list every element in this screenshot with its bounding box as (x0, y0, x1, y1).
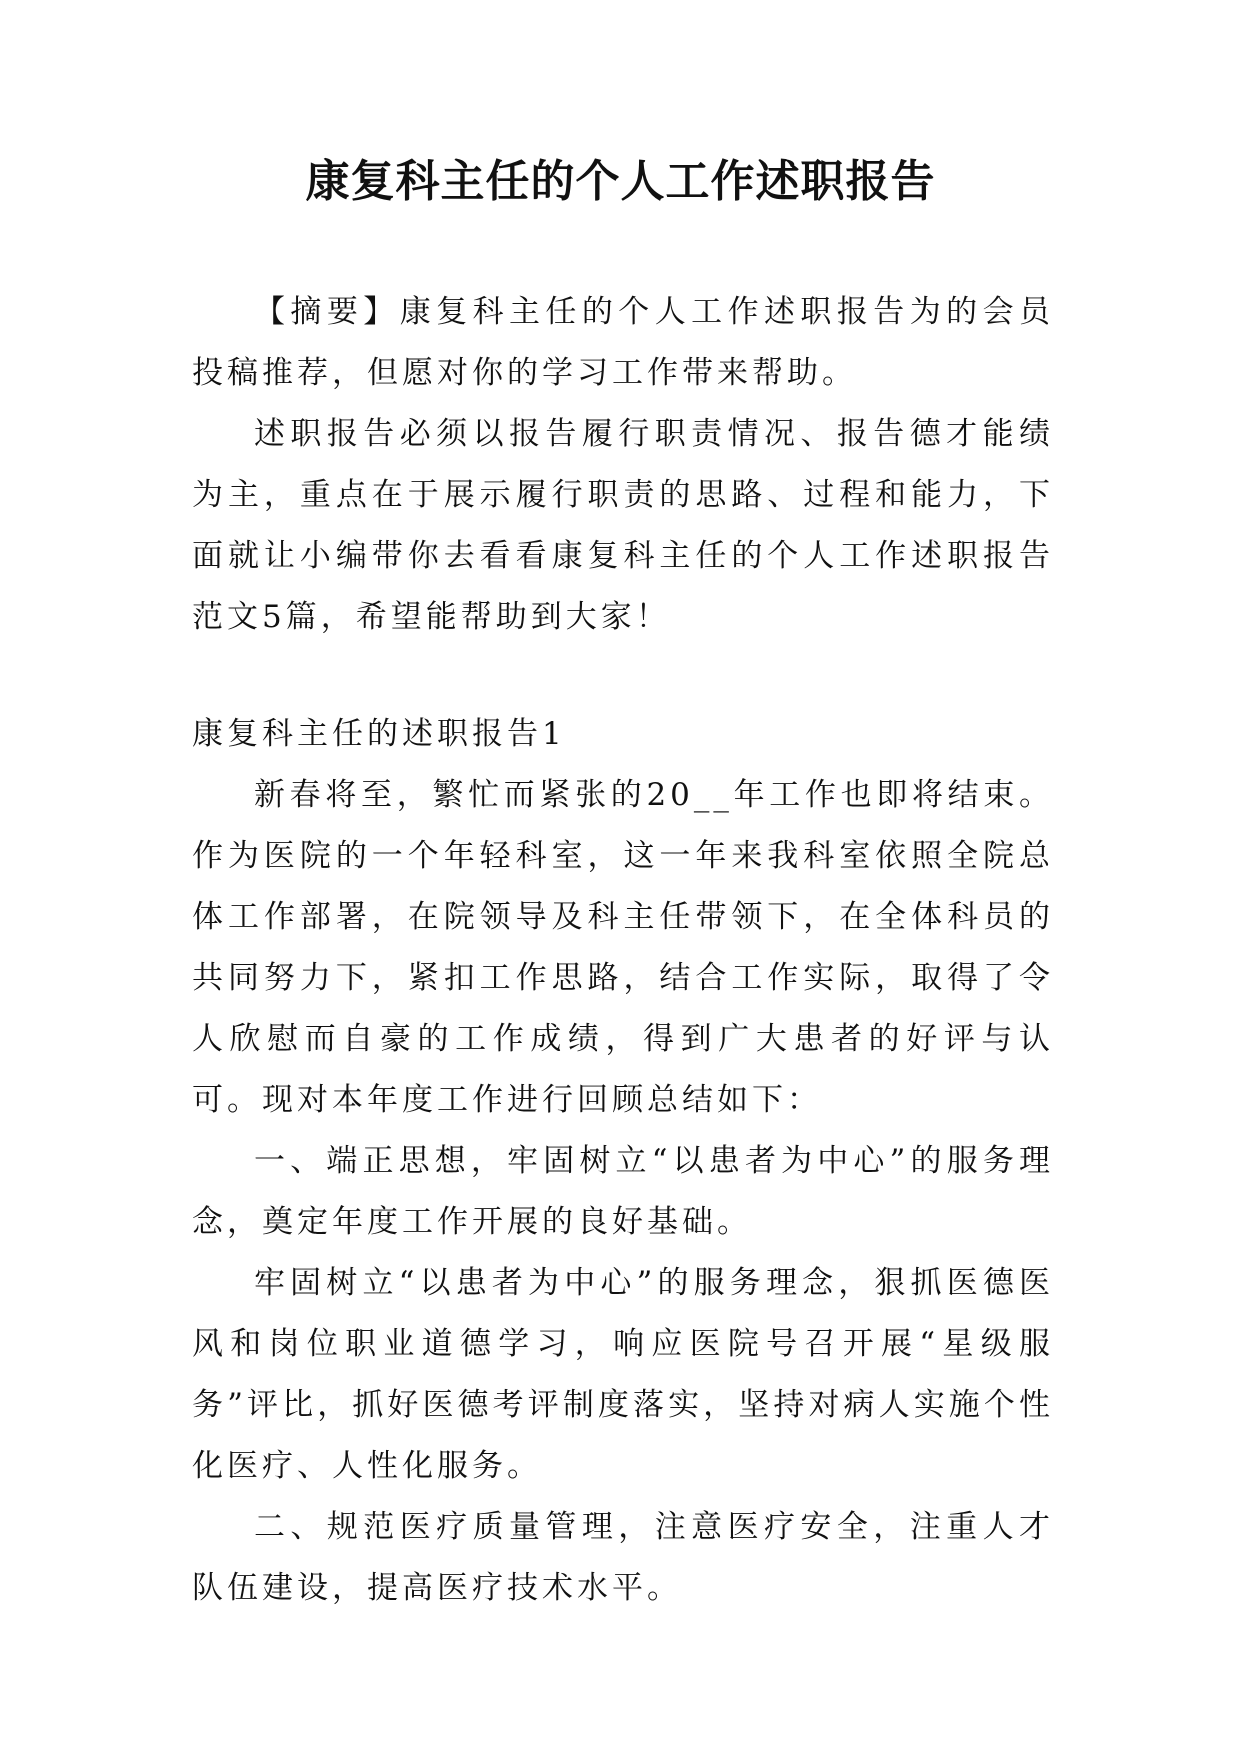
document-title: 康复科主任的个人工作述职报告 (305, 156, 936, 207)
section-heading: 康复科主任的述职报告1 (192, 716, 566, 752)
section-paragraph: 二、规范医疗质量管理，注意医疗安全，注重人才队伍建设，提高医疗技术水平。 (192, 1509, 1054, 1606)
abstract-paragraph: 【摘要】康复科主任的个人工作述职报告为的会员投稿推荐，但愿对你的学习工作带来帮助。 (192, 294, 1054, 391)
intro-paragraph: 述职报告必须以报告履行职责情况、报告德才能绩为主，重点在于展示履行职责的思路、过程和能力，下面就让小编带你去看看康复科主任的个人工作述职报告范文5篇，希望能帮助到大家！ (192, 416, 1054, 635)
section-paragraph: 牢固树立“以患者为中心”的服务理念，狠抓医德医风和岗位职业道德学习，响应医院号召开展“星级服务”评比，抓好医德考评制度落实，坚持对病人实施个性化医疗、人性化服务。 (192, 1265, 1054, 1484)
section-paragraph: 新春将至，繁忙而紧张的20__年工作也即将结束。作为医院的一个年轻科室，这一年来我科室依照全院总体工作部署，在院领导及科主任带领下，在全体科员的共同努力下，紧扣工作思路，结合工作实际，取得了令人欣慰而自豪的工作成绩，得到广大患者的好评与认可。现对本年度工作进行回顾总结如下： (192, 777, 1054, 1118)
section-spacer (192, 648, 1054, 704)
document-body (192, 282, 1054, 1619)
section-paragraph: 一、端正思想，牢固树立“以患者为中心”的服务理念，奠定年度工作开展的良好基础。 (192, 1143, 1054, 1240)
